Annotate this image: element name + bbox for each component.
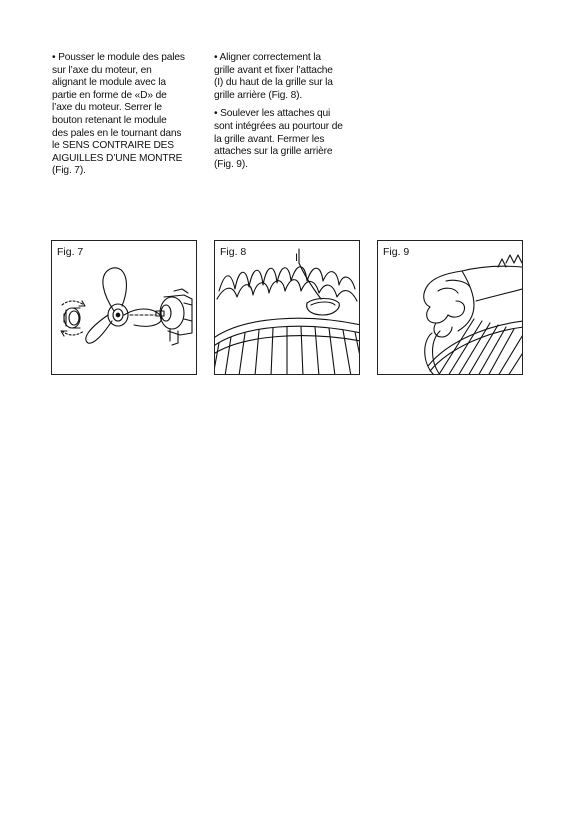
instruction-paragraph-align-grille	[214, 52, 374, 102]
text-line: sur l’axe du moteur, en	[52, 64, 152, 76]
instruction-column-right	[214, 52, 374, 177]
figure-8	[214, 240, 360, 375]
figure-7	[51, 240, 197, 375]
text-line: (I) du haut de la grille sur la	[214, 77, 333, 89]
figure-label: Fig. 8	[220, 246, 247, 258]
text-line: grille avant et fixer l’attache	[214, 64, 333, 76]
callout-label: I	[295, 252, 299, 264]
text-line: alignant le module avec la	[52, 77, 166, 89]
figure-9	[377, 240, 523, 375]
text-line: la grille avant. Fermer les	[214, 133, 325, 145]
text-line: • Soulever les attaches qui	[214, 108, 331, 120]
text-line: (Fig. 7).	[52, 165, 86, 177]
instruction-paragraph-clips	[214, 108, 374, 171]
text-line: AIGUILLES D’UNE MONTRE	[52, 152, 183, 164]
hand-closing-clip-illustration	[378, 241, 523, 375]
text-line: bouton retenant le module	[52, 114, 167, 126]
fan-blade-assembly-illustration	[52, 241, 197, 375]
text-line: • Pousser le module des pales	[52, 52, 185, 63]
text-line: l’axe du moteur. Serrer le	[52, 102, 162, 114]
instruction-paragraph-blade-module	[52, 52, 202, 178]
text-line: grille arrière (Fig. 8).	[214, 89, 303, 101]
text-line: partie en forme de «D» de	[52, 89, 167, 101]
instruction-column-left	[52, 52, 202, 184]
text-line: (Fig. 9).	[214, 158, 248, 170]
grille-clip-illustration	[215, 241, 360, 375]
text-line: le SENS CONTRAIRE DES	[52, 140, 174, 152]
text-line: sont intégrées au pourtour de	[214, 120, 343, 132]
text-line: • Aligner correctement la	[214, 52, 321, 63]
figure-label: Fig. 9	[383, 246, 410, 258]
figure-label: Fig. 7	[57, 246, 84, 258]
text-line: des pales en le tournant dans	[52, 127, 182, 139]
text-line: attaches sur la grille arrière	[214, 146, 333, 158]
